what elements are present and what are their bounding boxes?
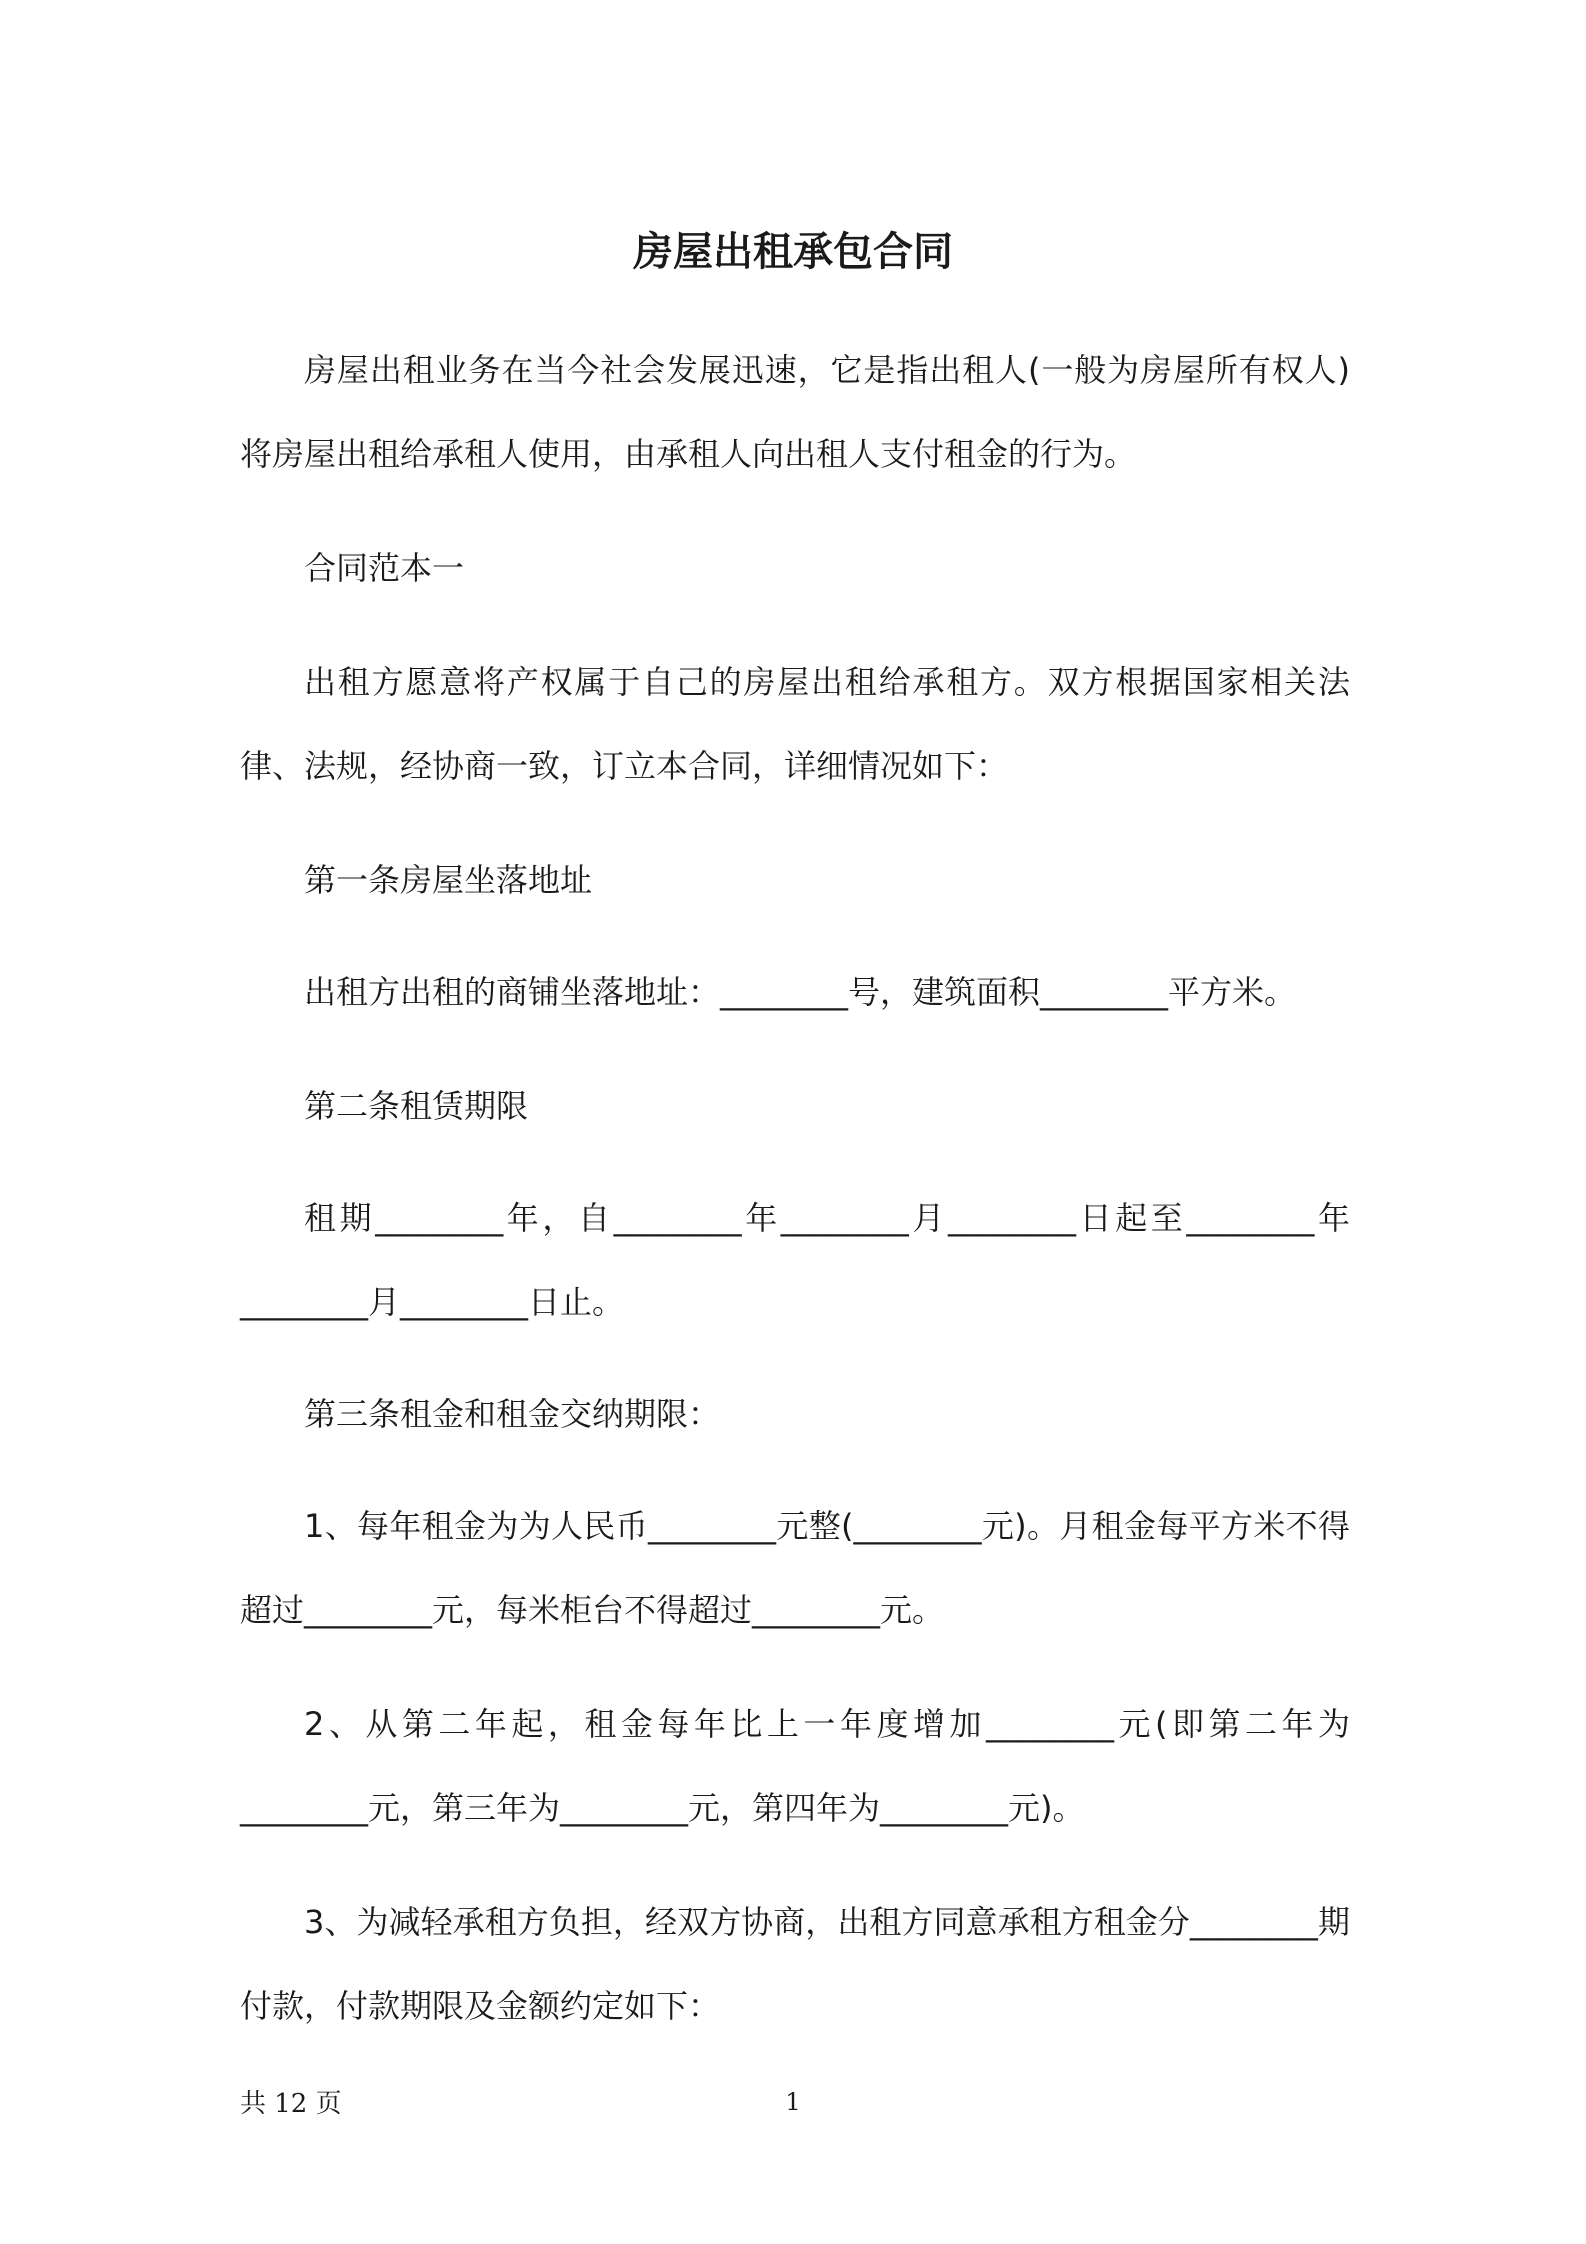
preamble-paragraph: 出租方愿意将产权属于自己的房屋出租给承租方。双方根据国家相关法律、法规，经协商一致，订立本合同，详细情况如下：: [240, 663, 1350, 785]
article-1-heading: 第一条房屋坐落地址: [304, 861, 593, 899]
footer-page-number: 1: [785, 2088, 801, 2116]
footer-total-pages: 共 12 页: [240, 2089, 342, 2119]
article-1-address: 出租方出租的商铺坐落地址：________号，建筑面积________平方米。: [304, 973, 1297, 1011]
article-2-term: 租期________年，自________年________月________日起至________年________月________日止。: [240, 1199, 1350, 1321]
article-3-item-3: 3、为减轻承租方负担，经双方协商，出租方同意承租方租金分________期付款，付款期限及金额约定如下：: [240, 1903, 1350, 2025]
article-3-heading: 第三条租金和租金交纳期限：: [304, 1395, 721, 1433]
article-3-item-1: 1、每年租金为为人民币________元整(________元)。月租金每平方米不得超过________元，每米柜台不得超过________元。: [240, 1507, 1350, 1629]
article-3-item-2: 2、从第二年起，租金每年比上一年度增加________元(即第二年为________元，第三年为________元，第四年为________元)。: [240, 1705, 1350, 1827]
article-2-heading: 第二条租赁期限: [304, 1087, 529, 1125]
document-title: 房屋出租承包合同: [633, 229, 953, 275]
contract-sample-heading: 合同范本一: [304, 549, 465, 587]
intro-paragraph: 房屋出租业务在当今社会发展迅速，它是指出租人(一般为房屋所有权人)将房屋出租给承租人使用，由承租人向出租人支付租金的行为。: [240, 351, 1350, 473]
